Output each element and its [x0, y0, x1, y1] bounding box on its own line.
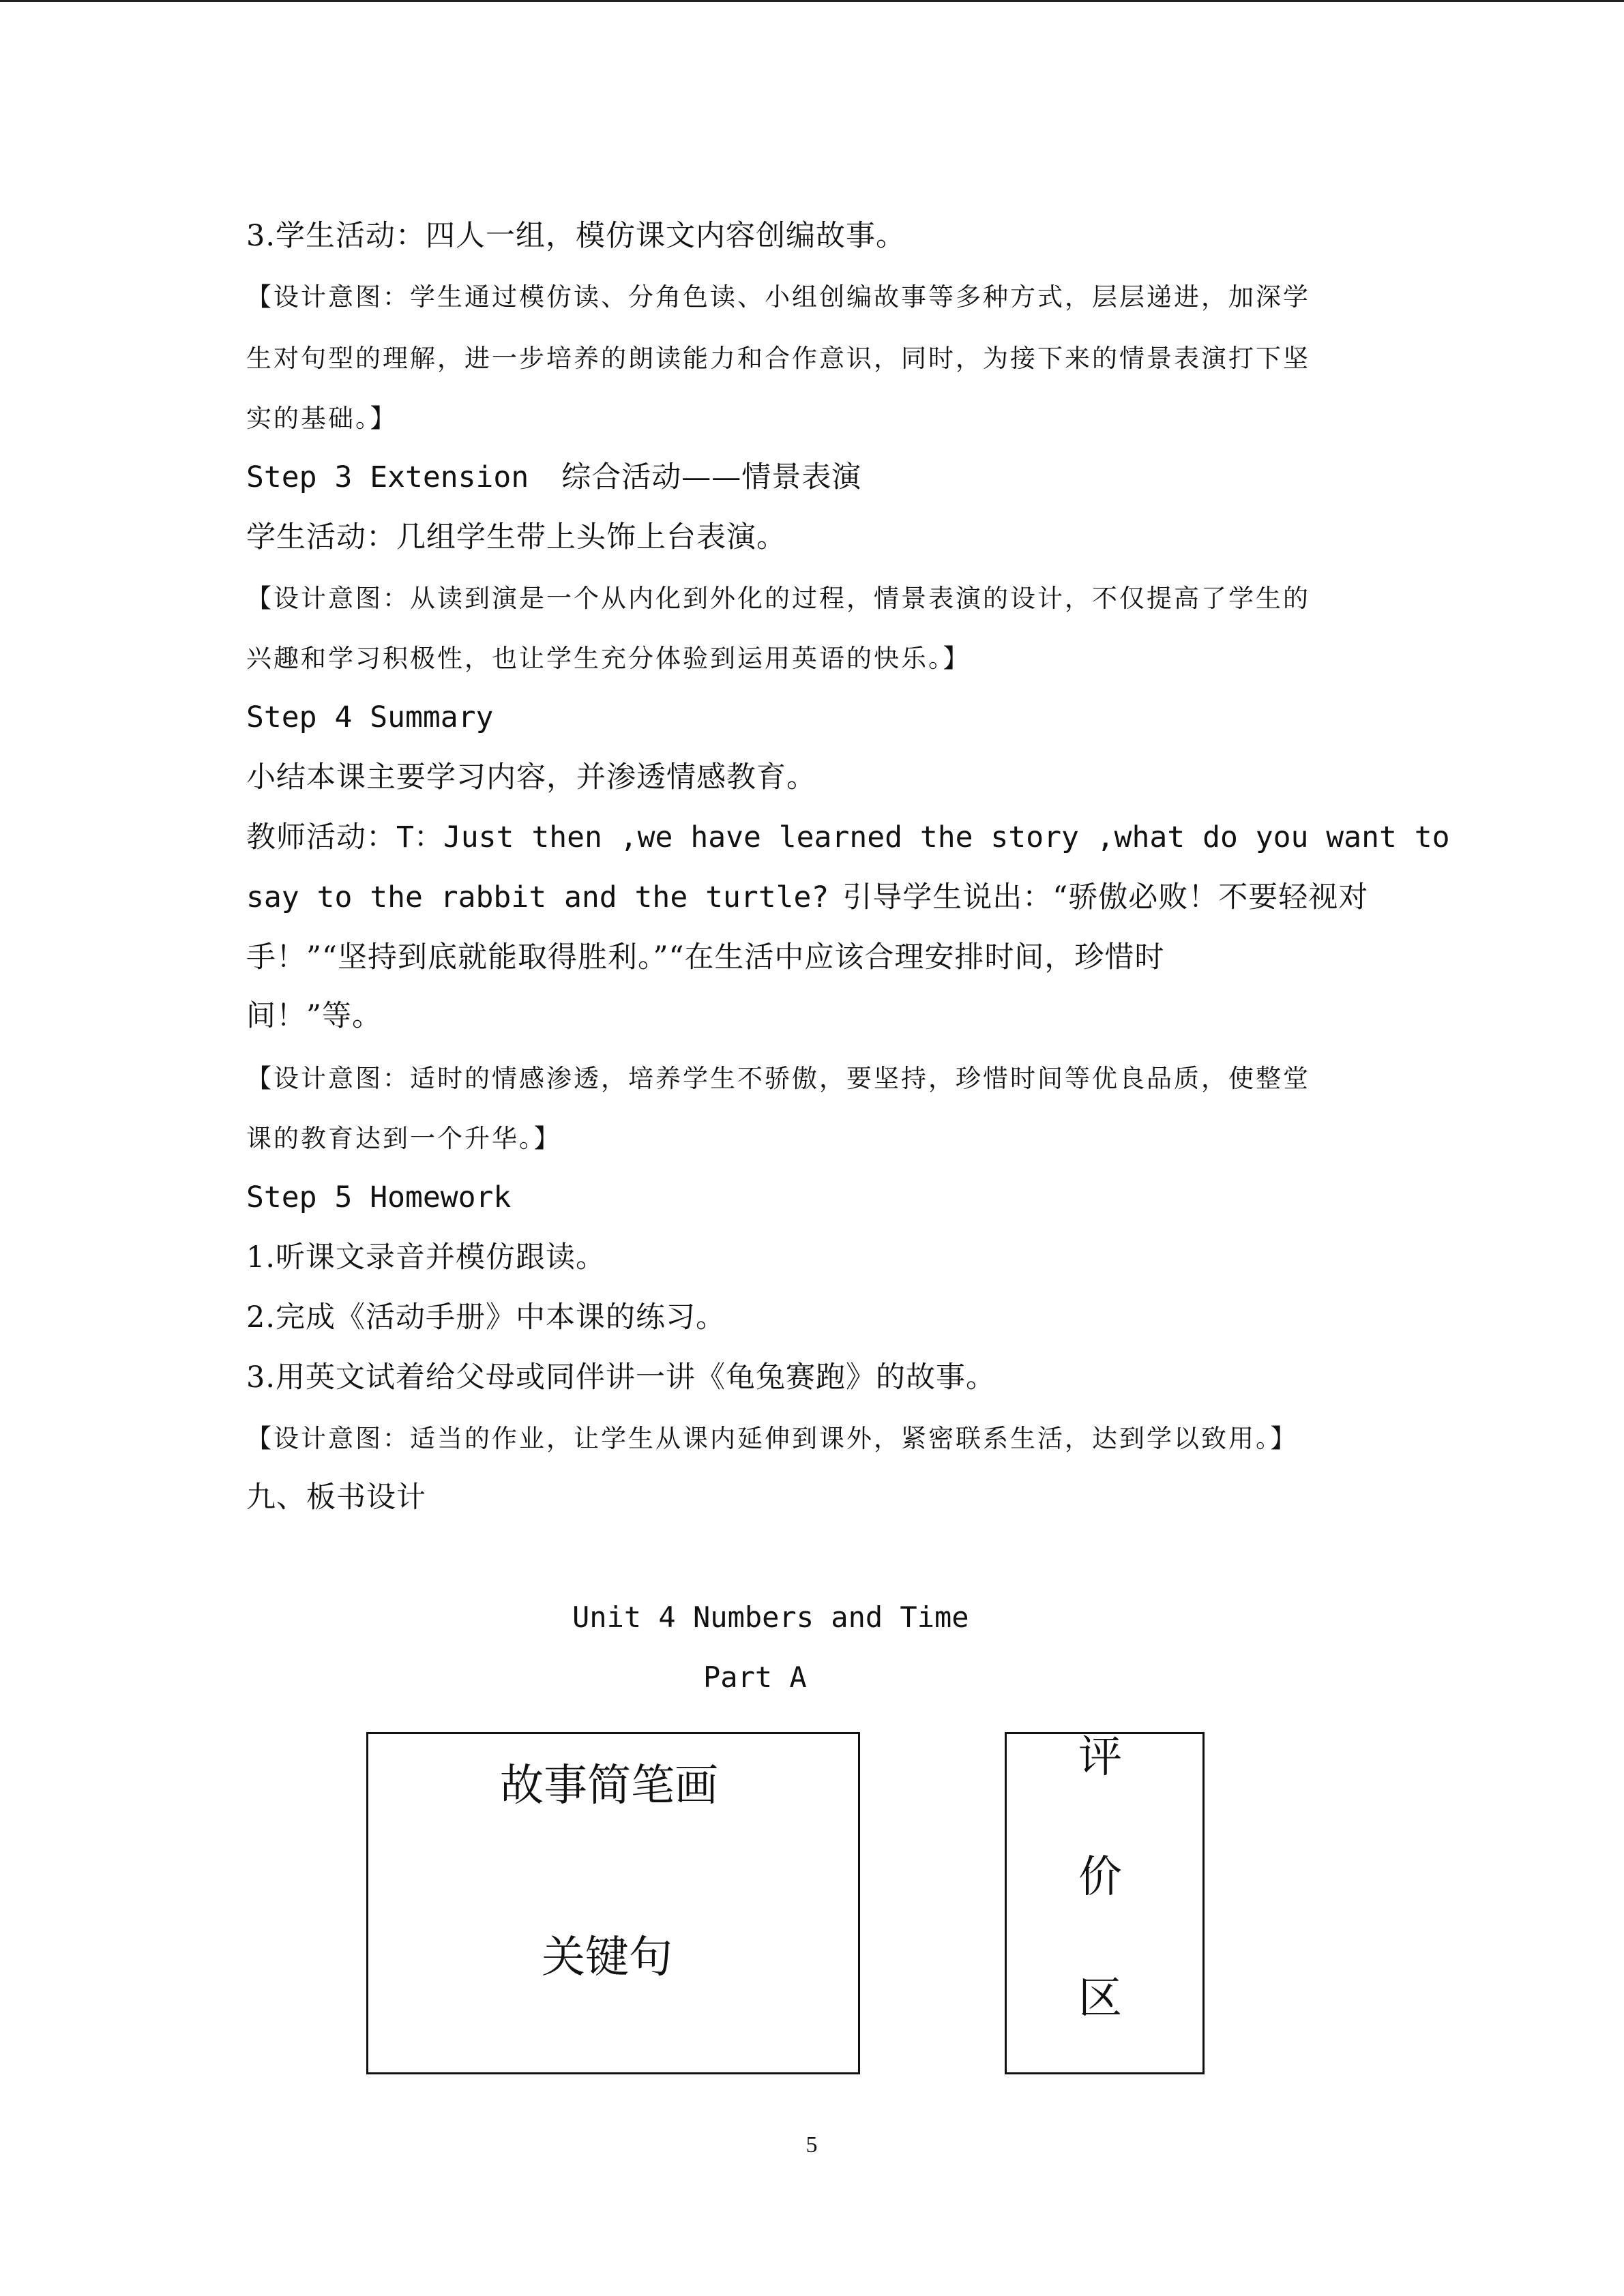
evaluation-area-box [1005, 1732, 1205, 2074]
step-3-chinese-label: 综合活动——情景表演 [561, 460, 862, 494]
teacher-activity-line-4: 间！”等。 [246, 999, 382, 1033]
section-9-heading: 九、板书设计 [246, 1480, 426, 1515]
homework-item-3: 3.用英文试着给父母或同伴讲一讲《龟兔赛跑》的故事。 [246, 1360, 996, 1395]
design-intent-2-line-2: 兴趣和学习积极性，也让学生充分体验到运用英语的快乐。】 [246, 644, 971, 673]
step-4-heading: Step 4 Summary [246, 700, 494, 734]
teacher-activity-english-2: say to the rabbit and the turtle? [246, 880, 829, 914]
top-border-line [0, 0, 1624, 2]
story-sketch-box [366, 1732, 860, 2074]
step-3-heading [246, 457, 861, 498]
teacher-activity-line-3: 手！”“坚持到底就能取得胜利。”“在生活中应该合理安排时间，珍惜时 [246, 940, 1165, 974]
teacher-activity-line-2 [246, 877, 1368, 918]
teacher-activity-label: 教师活动： [246, 820, 396, 854]
teacher-activity-english-1: T：Just then ,we have learned the story ,what do you want to [396, 820, 1450, 854]
design-intent-4-line: 【设计意图：适当的作业，让学生从课内延伸到课外，紧密联系生活，达到学以致用。】 [246, 1424, 1298, 1453]
summary-line: 小结本课主要学习内容，并渗透情感教育。 [246, 760, 816, 794]
teacher-activity-chinese-2: 引导学生说出：“骄傲必败！不要轻视对 [842, 880, 1369, 914]
key-sentence-label: 关键句 [542, 1933, 673, 1983]
design-intent-1-line-1: 【设计意图：学生通过模仿读、分角色读、小组创编故事等多种方式，层层递进，加深学 [246, 282, 1310, 312]
design-intent-1-line-2: 生对句型的理解，进一步培养的朗读能力和合作意识，同时，为接下来的情景表演打下坚 [246, 344, 1310, 373]
homework-item-2: 2.完成《活动手册》中本课的练习。 [246, 1300, 726, 1335]
step-3-activity-line: 学生活动：几组学生带上头饰上台表演。 [246, 520, 786, 554]
homework-item-1: 1.听课文录音并模仿跟读。 [246, 1240, 606, 1274]
page-number: 5 [806, 2132, 818, 2158]
board-unit-title: Unit 4 Numbers and Time [572, 1600, 969, 1634]
design-intent-2-line-1: 【设计意图：从读到演是一个从内化到外化的过程，情景表演的设计，不仅提高了学生的 [246, 584, 1310, 613]
step-3-english-label: Step 3 Extension [246, 460, 529, 494]
design-intent-3-line-2: 课的教育达到一个升华。】 [246, 1124, 561, 1153]
design-intent-3-line-1: 【设计意图：适时的情感渗透，培养学生不骄傲，要坚持，珍惜时间等优良品质，使整堂 [246, 1064, 1310, 1093]
step-5-heading: Step 5 Homework [246, 1180, 512, 1214]
teacher-activity-line-1 [246, 817, 1450, 858]
evaluation-char-3: 区 [1078, 1973, 1122, 2024]
evaluation-char-2: 价 [1078, 1852, 1122, 1903]
story-sketch-label: 故事简笔画 [500, 1761, 718, 1811]
design-intent-1-line-3: 实的基础。】 [246, 404, 398, 433]
board-part-title: Part A [703, 1660, 807, 1694]
evaluation-char-1: 评 [1078, 1732, 1122, 1783]
activity-3-line: 3.学生活动：四人一组，模仿课文内容创编故事。 [246, 219, 906, 253]
